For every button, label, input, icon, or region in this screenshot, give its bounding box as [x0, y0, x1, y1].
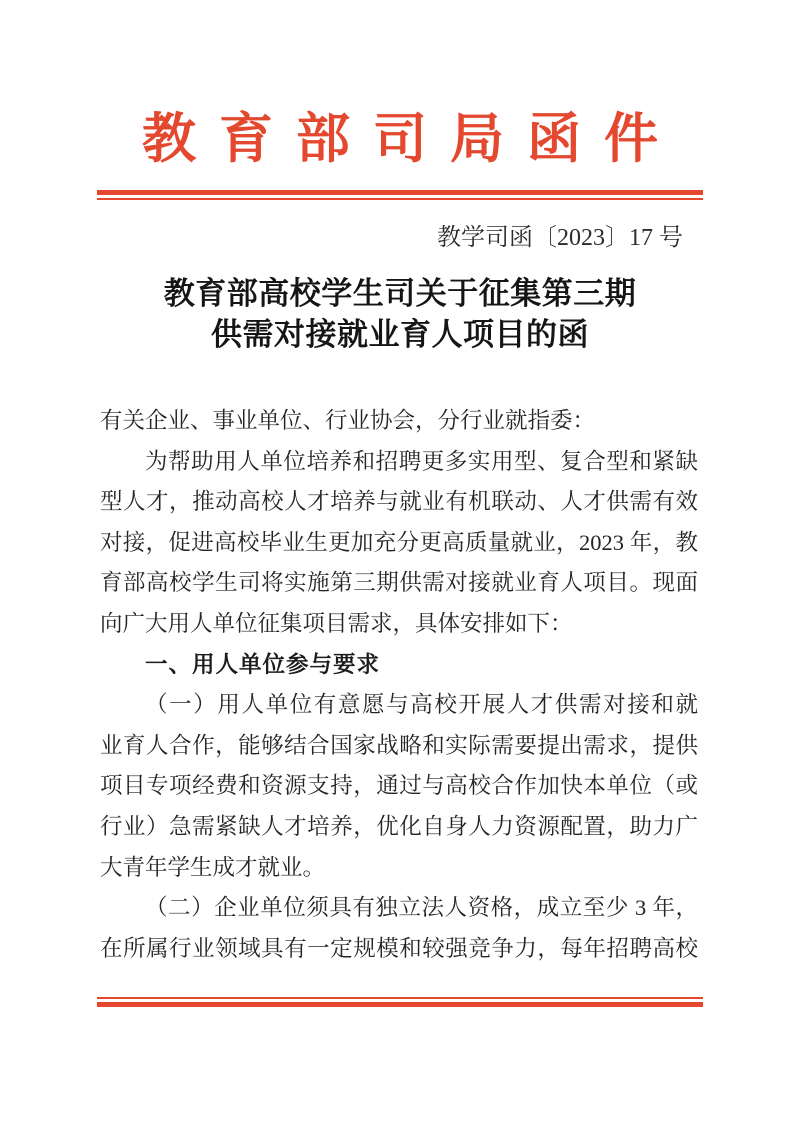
body-line: 行业）急需紧缺人才培养，优化自身人力资源配置，助力广 [100, 813, 698, 839]
footer-rule-thick-bar [97, 1002, 703, 1007]
body-line: 向广大用人单位征集项目需求，具体安排如下： [100, 610, 573, 636]
body-line: 育部高校学生司将实施第三期供需对接就业育人项目。现面 [100, 570, 698, 596]
body-line: 有关企业、事业单位、行业协会，分行业就指委： [100, 408, 596, 433]
body-line: 大青年学生成才就业。 [100, 854, 326, 880]
body-line: （二）企业单位须具有独立法人资格，成立至少 3 年， [145, 895, 698, 921]
document-body [100, 401, 698, 969]
header-rule-thick-bar [97, 190, 703, 195]
document-title [0, 273, 800, 355]
footer-rule-thin-bar [97, 997, 703, 999]
footer-double-rule [97, 997, 703, 1007]
body-line: 为帮助用人单位培养和招聘更多实用型、复合型和紧缺 [145, 448, 698, 474]
body-line: 项目专项经费和资源支持，通过与高校合作加快本单位（或 [100, 773, 698, 799]
document-title-line1: 教育部高校学生司关于征集第三期 [163, 276, 637, 311]
header-rule-thin-bar [97, 198, 703, 200]
body-line: 型人才，推动高校人才培养与就业有机联动、人才供需有效 [100, 489, 698, 515]
header-double-rule [97, 190, 703, 200]
body-line: 对接，促进高校毕业生更加充分更高质量就业，2023 年，教 [100, 529, 698, 555]
body-line: （一）用人单位有意愿与高校开展人才供需对接和就 [145, 692, 698, 718]
body-line: 业育人合作，能够结合国家战略和实际需要提出需求，提供 [100, 732, 698, 758]
masthead-title: 教育部司局函件 [142, 106, 681, 170]
section-heading: 一、用人单位参与要求 [145, 651, 381, 677]
document-title-line2: 供需对接就业育人项目的函 [211, 317, 589, 352]
document-number: 教学司函〔2023〕17 号 [437, 225, 683, 251]
body-line: 在所属行业领域具有一定规模和较强竞争力，每年招聘高校 [100, 935, 698, 961]
